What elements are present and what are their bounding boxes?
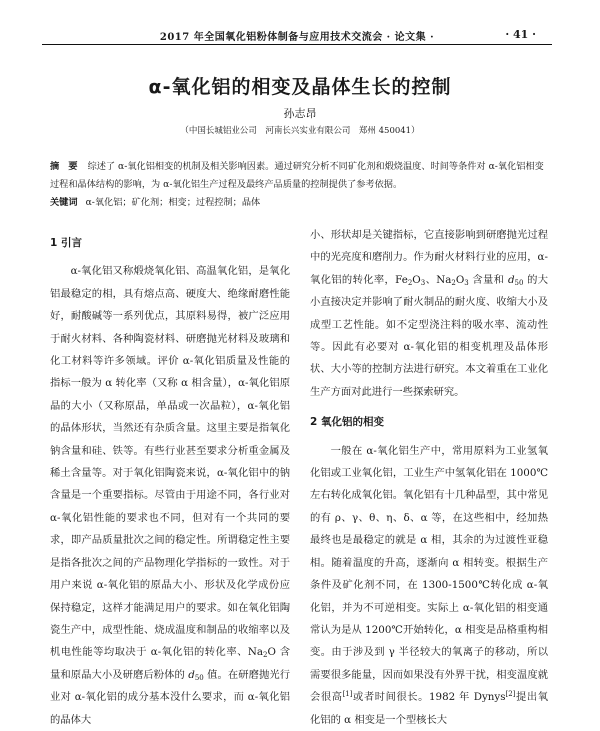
running-header <box>42 26 552 45</box>
affiliation: （中国长城铝业公司 河南长兴实业有限公司 郑州 450041） <box>180 126 420 136</box>
page-number: · 41 · <box>505 28 536 41</box>
paper-title: α-氧化铝的相变及晶体生长的控制 <box>148 76 452 98</box>
left-column <box>50 224 290 731</box>
author: 孙志昂 <box>283 107 317 120</box>
phase-transition-paragraph: 一般在 α-氧化铝生产中，常用原料为工业氢氧化铝或工业氧化铝，工业生产中氢氧化铝在 1000℃左右转化成氧化铝。氧化铝有十几种晶型，其中常见的有 ρ、γ、θ、η、δ、α 等，在这些相中，经加热最终也是最稳定的就是 α 相，其余的为过渡性亚稳相。随着温度的升高，逐渐向 α 相转变。根据生产条件及矿化剂不同，在 1300-1500℃转化成 α-氧化铝，并为不可逆相变。实际上 α-氧化铝的相变通常认为是从 1200℃开始转化，α 相变是品格重构相变。由于涉及到 γ 半径较大的氧离子的移动，所以需要很多能量，因而如果没有外界干扰，相变温度就会很高[1]或者时间很长。1982 年 Dynys[2]提出氧化铝的 α 相变是一个型核长大 <box>310 444 549 726</box>
keywords <box>50 194 550 212</box>
right-column <box>310 224 548 731</box>
abstract <box>50 158 550 194</box>
intro-paragraph: α-氧化铝又称煅烧氧化铝、高温氧化铝，是氧化铝最稳定的相，具有熔点高、硬度大、绝缘耐磨性能好，耐酸碱等一系列优点，其原料易得，被广泛应用于耐火材料、各种陶瓷材料、研磨抛光材料及玻璃和化工材料等许多领域。评价 α-氧化铝质量及性能的指标一般为 α 转化率（又称 α 相含量），α-氧化铝原晶的大小（又称原晶，单晶或一次晶粒），α-氧化铝的晶体形状，当然还有杂质含量。这里主要是指氧化钠含量和硅、铁等。有些行业甚至要求分析重金属及稀土含量等。对于氧化铝陶瓷来说，α-氧化铝中的钠含量是一个重要指标。尽管由于用途不同，各行业对 α-氧化铝性能的要求也不同，但对有一个共同的要求，即产品质量批次之间的稳定性。所谓稳定性主要是指各批次之间的产品物理化学指标的一致性。对于用户来说 α-氧化铝的原晶大小、形状及化学成份应保持稳定，这样才能满足用户的要求。如在氧化铝陶瓷生产中，成型性能、烧成温度和制品的收缩率以及机电性能等均取决于 α-氧化铝的转化率、$Na_2O$ 含量和原晶大小及研磨后粉体的 $d_{50}$ 值。在研磨抛光行业对 α-氧化铝的成分基本没什么要求，而 α-氧化铝的晶体大 <box>50 265 290 726</box>
intro-paragraph-continued: 小、形状却是关键指标，它直接影响到研磨抛光过程中的光亮度和磨削力。作为耐火材料行业的应用，α-氧化铝的转化率，$Fe_2O_3$、$Na_2O_3$ 含量和 $d_{50}$ 的大小直接决定并影响了耐火制品的耐火度、收缩大小及成型工艺性能。如不定型浇注料的吸水率、流动性等。因此有必要对 α-氧化铝的相变机理及晶体形状、大小等的控制方法进行研究。本文着重在工业化生产方面对此进行一些探索研究。 <box>310 229 549 398</box>
keywords-text: α-氧化铝；矿化剂；相变；过程控制；晶体 <box>85 197 261 208</box>
section-heading-intro: 1 引言 <box>50 237 82 249</box>
abstract-text: 综述了 α-氧化铝相变的机制及相关影响因素。通过研究分析不同矿化剂和煅烧温度、时间等条件对 α-氧化铝相变过程和晶体结构的影响，为 α-氧化铝生产过程及最终产品质量的控制提供了参考依据。 <box>50 161 544 190</box>
keywords-label: 关键词 <box>50 197 78 208</box>
abstract-label: 摘 要 <box>50 161 78 172</box>
section-heading-phase-transition: 2 氧化铝的相变 <box>310 416 384 429</box>
running-title: 2017 年全国氧化铝粉体制备与应用技术交流会 · 论文集 · <box>159 32 435 43</box>
